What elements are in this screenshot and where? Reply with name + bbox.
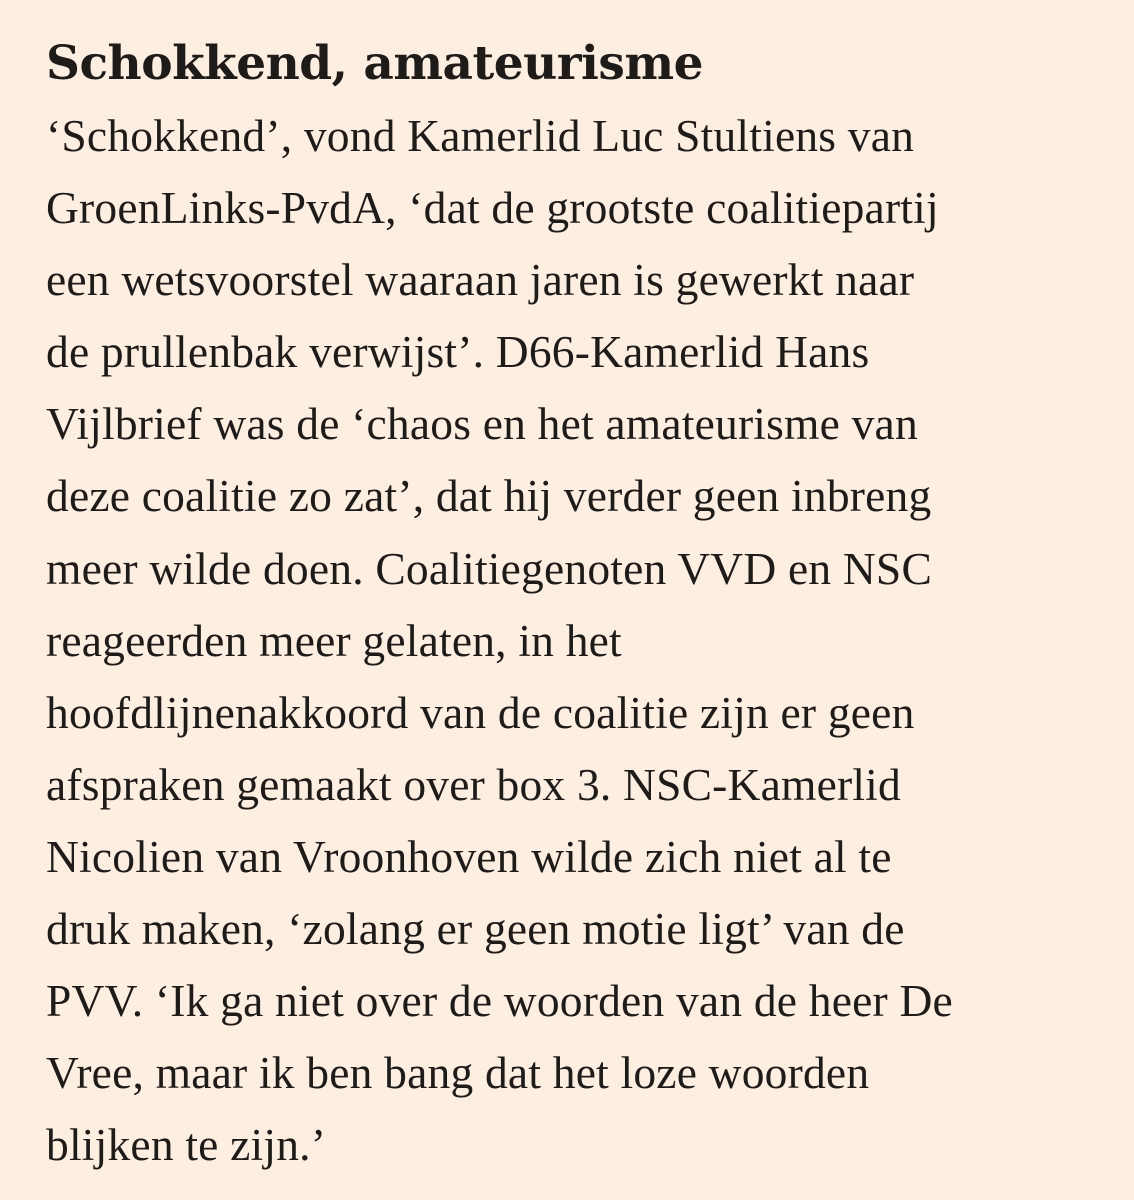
body-line: Vree, maar ik ben bang dat het loze woorden — [46, 1047, 870, 1099]
article-body — [46, 100, 1094, 1181]
body-line: meer wilde doen. Coalitiegenoten VVD en NSC — [46, 542, 932, 594]
body-line: reageerden meer gelaten, in het — [46, 614, 622, 666]
body-line: PVV. ‘Ik ga niet over de woorden van de heer De — [46, 975, 953, 1027]
body-line: druk maken, ‘zolang er geen motie ligt’ van de — [46, 903, 905, 955]
body-line: Vijlbrief was de ‘chaos en het amateurisme van — [46, 398, 918, 450]
body-line: deze coalitie zo zat’, dat hij verder geen inbreng — [46, 470, 932, 522]
body-line: een wetsvoorstel waaraan jaren is gewerkt naar — [46, 254, 915, 306]
body-line: GroenLinks-PvdA, ‘dat de grootste coalitiepartij — [46, 182, 939, 234]
article-heading: Schokkend, amateurisme — [46, 36, 704, 91]
body-line: afspraken gemaakt over box 3. NSC-Kamerlid — [46, 758, 901, 810]
body-line: blijken te zijn.’ — [46, 1119, 327, 1171]
body-line: ‘Schokkend’, vond Kamerlid Luc Stultiens van — [46, 110, 915, 161]
body-line: hoofdlijnenakkoord van de coalitie zijn er geen — [46, 686, 915, 738]
body-line: de prullenbak verwijst’. D66-Kamerlid Hans — [46, 326, 870, 378]
body-line: Nicolien van Vroonhoven wilde zich niet al te — [46, 830, 892, 882]
